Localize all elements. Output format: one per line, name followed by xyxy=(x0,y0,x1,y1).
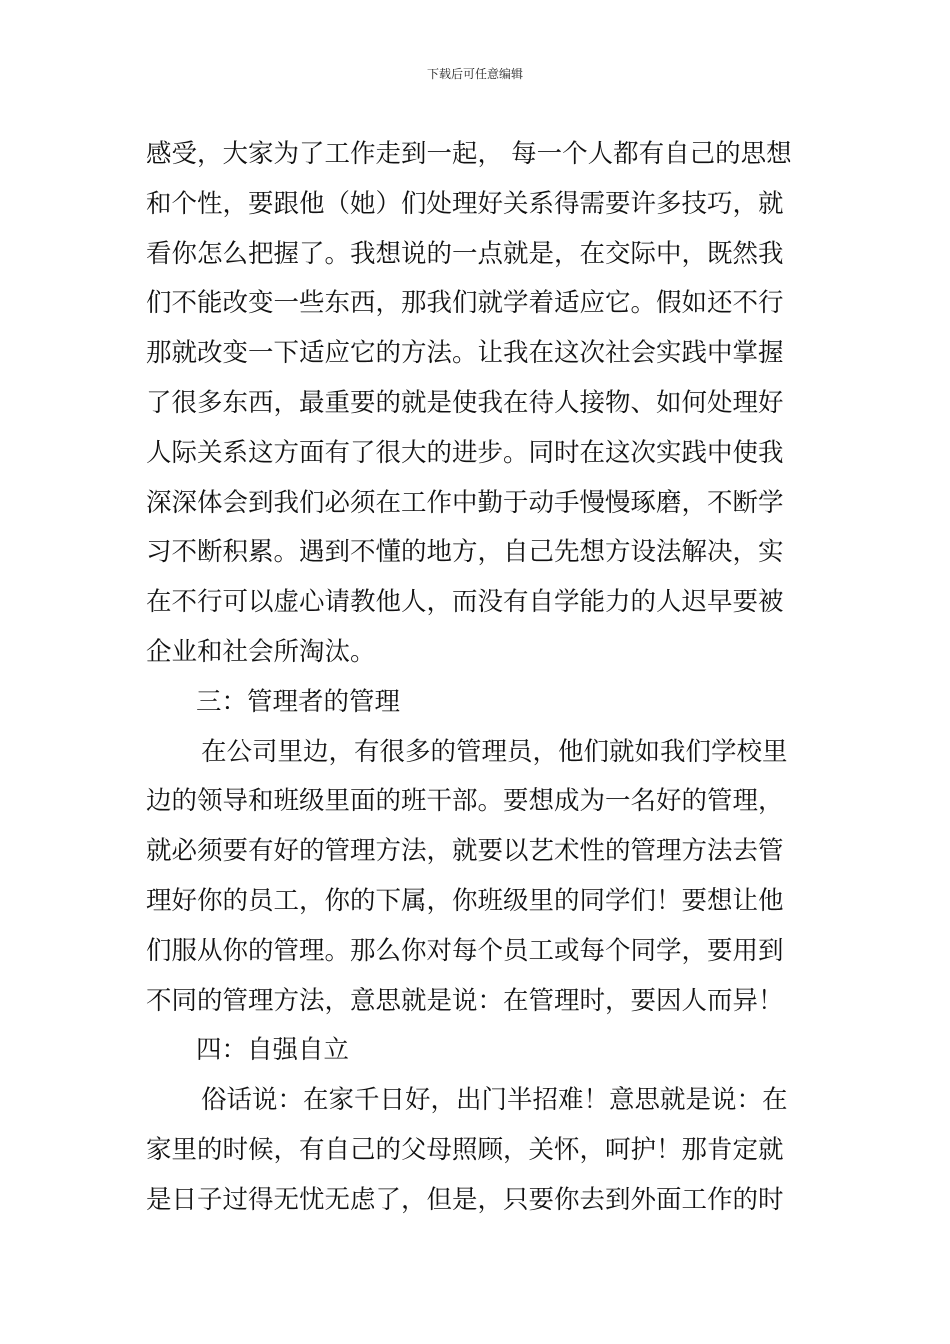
text-line: 理好你的员工，你的下属，你班级里的同学们！要想让他 xyxy=(146,885,784,916)
text-line: 们服从你的管理。那么你对每个员工或每个同学，要用到 xyxy=(146,935,784,966)
text-line: 是日子过得无忧无虑了，但是，只要你去到外面工作的时 xyxy=(146,1184,784,1215)
text-line: 了很多东西，最重要的就是使我在待人接物、如何处理好 xyxy=(146,387,784,418)
text-line: 俗话说：在家千日好，出门半招难！意思就是说：在 xyxy=(201,1085,788,1116)
text-line: 感受，大家为了工作走到一起， 每一个人都有自己的思想 xyxy=(146,139,792,169)
text-line: 人际关系这方面有了很大的进步。同时在这次实践中使我 xyxy=(146,437,784,468)
text-line: 边的领导和班级里面的班干部。要想成为一名好的管理， xyxy=(146,786,784,817)
section-heading-3: 三：管理者的管理 xyxy=(196,686,401,717)
text-line: 深深体会到我们必须在工作中勤于动手慢慢琢磨，不断学 xyxy=(146,487,784,518)
text-line: 在公司里边，有很多的管理员，他们就如我们学校里 xyxy=(201,736,788,767)
text-line: 就必须要有好的管理方法，就要以艺术性的管理方法去管 xyxy=(146,836,784,867)
text-line: 不同的管理方法，意思就是说：在管理时，要因人而异！ xyxy=(146,985,784,1016)
document-body xyxy=(146,130,806,1226)
text-line: 们不能改变一些东西，那我们就学着适应它。假如还不行 xyxy=(146,288,784,319)
text-line: 习不断积累。遇到不懂的地方，自己先想方设法解决，实 xyxy=(146,537,784,568)
text-line: 在不行可以虚心请教他人，而没有自学能力的人迟早要被 xyxy=(146,587,784,618)
text-line: 企业和社会所淘汰。 xyxy=(146,636,376,667)
text-line: 和个性，要跟他（她）们处理好关系得需要许多技巧，就 xyxy=(146,188,784,219)
section-heading-4: 四：自强自立 xyxy=(196,1035,350,1066)
text-line: 家里的时候，有自己的父母照顾，关怀，呵护！那肯定就 xyxy=(146,1134,784,1165)
text-line: 那就改变一下适应它的方法。让我在这次社会实践中掌握 xyxy=(146,338,784,369)
text-line: 看你怎么把握了。我想说的一点就是，在交际中，既然我 xyxy=(146,238,784,269)
page-header-note: 下载后可任意编辑 xyxy=(426,67,523,81)
